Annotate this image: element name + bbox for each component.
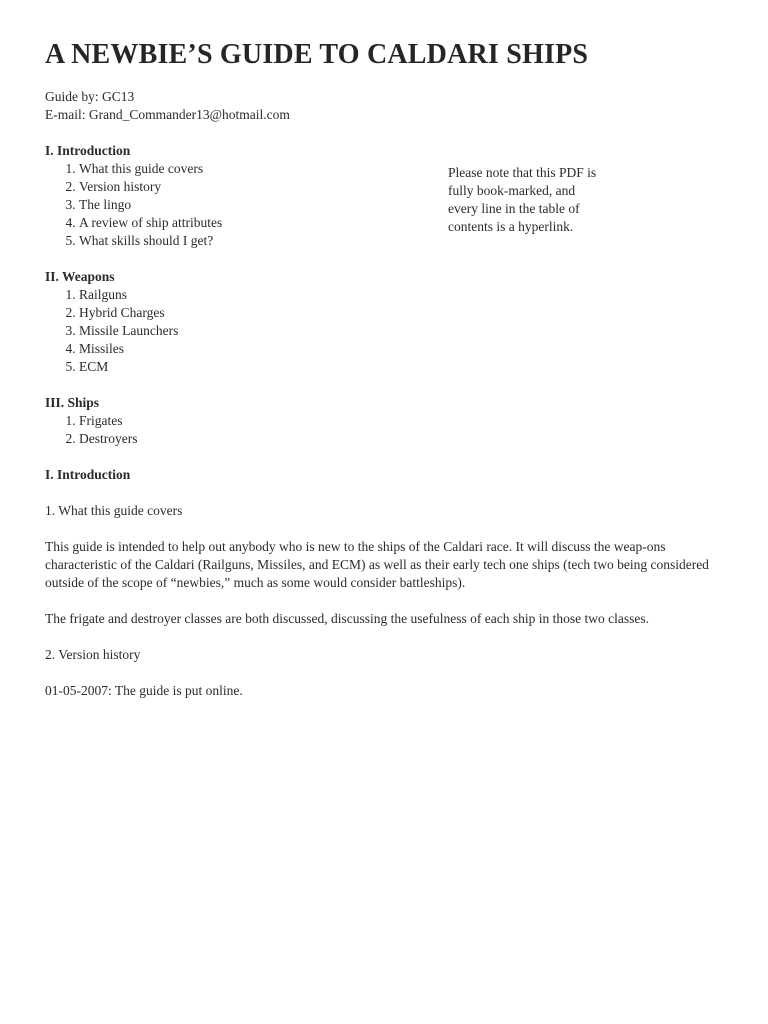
section-heading: I. Introduction: [45, 467, 131, 482]
paragraph: The frigate and destroyer classes are both discussed, discussing the usefulness of each ship in those two classes.: [45, 611, 649, 626]
toc-link[interactable]: What skills should I get?: [79, 233, 214, 248]
toc-item[interactable]: [79, 160, 735, 178]
toc-item[interactable]: [79, 196, 735, 214]
toc-item[interactable]: [79, 232, 735, 250]
toc-item[interactable]: [79, 304, 735, 322]
author-line: Guide by: GC13: [45, 89, 135, 104]
toc-item[interactable]: [79, 412, 735, 430]
email-line: E-mail: Grand_Commander13@hotmail.com: [45, 107, 290, 122]
introduction-section: [45, 466, 735, 700]
document-title: A NEWBIE’S GUIDE TO CALDARI SHIPS: [45, 39, 589, 70]
page-content: [45, 38, 735, 700]
toc-section-ships: [45, 394, 735, 448]
bookmark-note: Please note that this PDF is fully book-marked, and every line in the table of contents is a hyperlink.: [448, 165, 597, 234]
toc-link[interactable]: Frigates: [79, 413, 123, 428]
toc-list: [45, 286, 735, 376]
toc-link[interactable]: ECM: [79, 359, 109, 374]
toc-link[interactable]: Version history: [79, 179, 162, 194]
toc-link[interactable]: The lingo: [79, 197, 132, 212]
toc-section-weapons: [45, 268, 735, 376]
toc-item[interactable]: [79, 178, 735, 196]
toc-item[interactable]: [79, 286, 735, 304]
toc-list: [45, 412, 735, 448]
toc-link[interactable]: Missiles: [79, 341, 125, 356]
paragraph: This guide is intended to help out anybody who is new to the ships of the Caldari race. It will discuss the weap-ons characteristic of the Caldari (Railguns, Missiles, and ECM) as well as their early tech one ships (tech two being considered outside of the scope of “newbies,” much as some would consider battleships).: [45, 539, 709, 590]
table-of-contents: [45, 142, 735, 448]
subsection-heading: 2. Version history: [45, 647, 141, 662]
toc-item[interactable]: [79, 358, 735, 376]
toc-link[interactable]: Hybrid Charges: [79, 305, 165, 320]
toc-link[interactable]: II. Weapons: [45, 269, 115, 284]
toc-list: [45, 160, 735, 250]
toc-section-introduction: [45, 142, 735, 250]
toc-link[interactable]: Destroyers: [79, 431, 138, 446]
version-entry: 01-05-2007: The guide is put online.: [45, 683, 243, 698]
toc-item[interactable]: [79, 322, 735, 340]
toc-link[interactable]: A review of ship attributes: [79, 215, 223, 230]
toc-item[interactable]: [79, 340, 735, 358]
toc-link[interactable]: I. Introduction: [45, 143, 131, 158]
toc-item[interactable]: [79, 430, 735, 448]
toc-link[interactable]: What this guide covers: [79, 161, 204, 176]
toc-link[interactable]: Railguns: [79, 287, 128, 302]
toc-item[interactable]: [79, 214, 735, 232]
toc-heading-introduction[interactable]: [45, 142, 735, 160]
toc-heading-weapons[interactable]: [45, 268, 735, 286]
toc-link[interactable]: Missile Launchers: [79, 323, 179, 338]
toc-link[interactable]: III. Ships: [45, 395, 100, 410]
subsection-heading: 1. What this guide covers: [45, 503, 183, 518]
toc-heading-ships[interactable]: [45, 394, 735, 412]
